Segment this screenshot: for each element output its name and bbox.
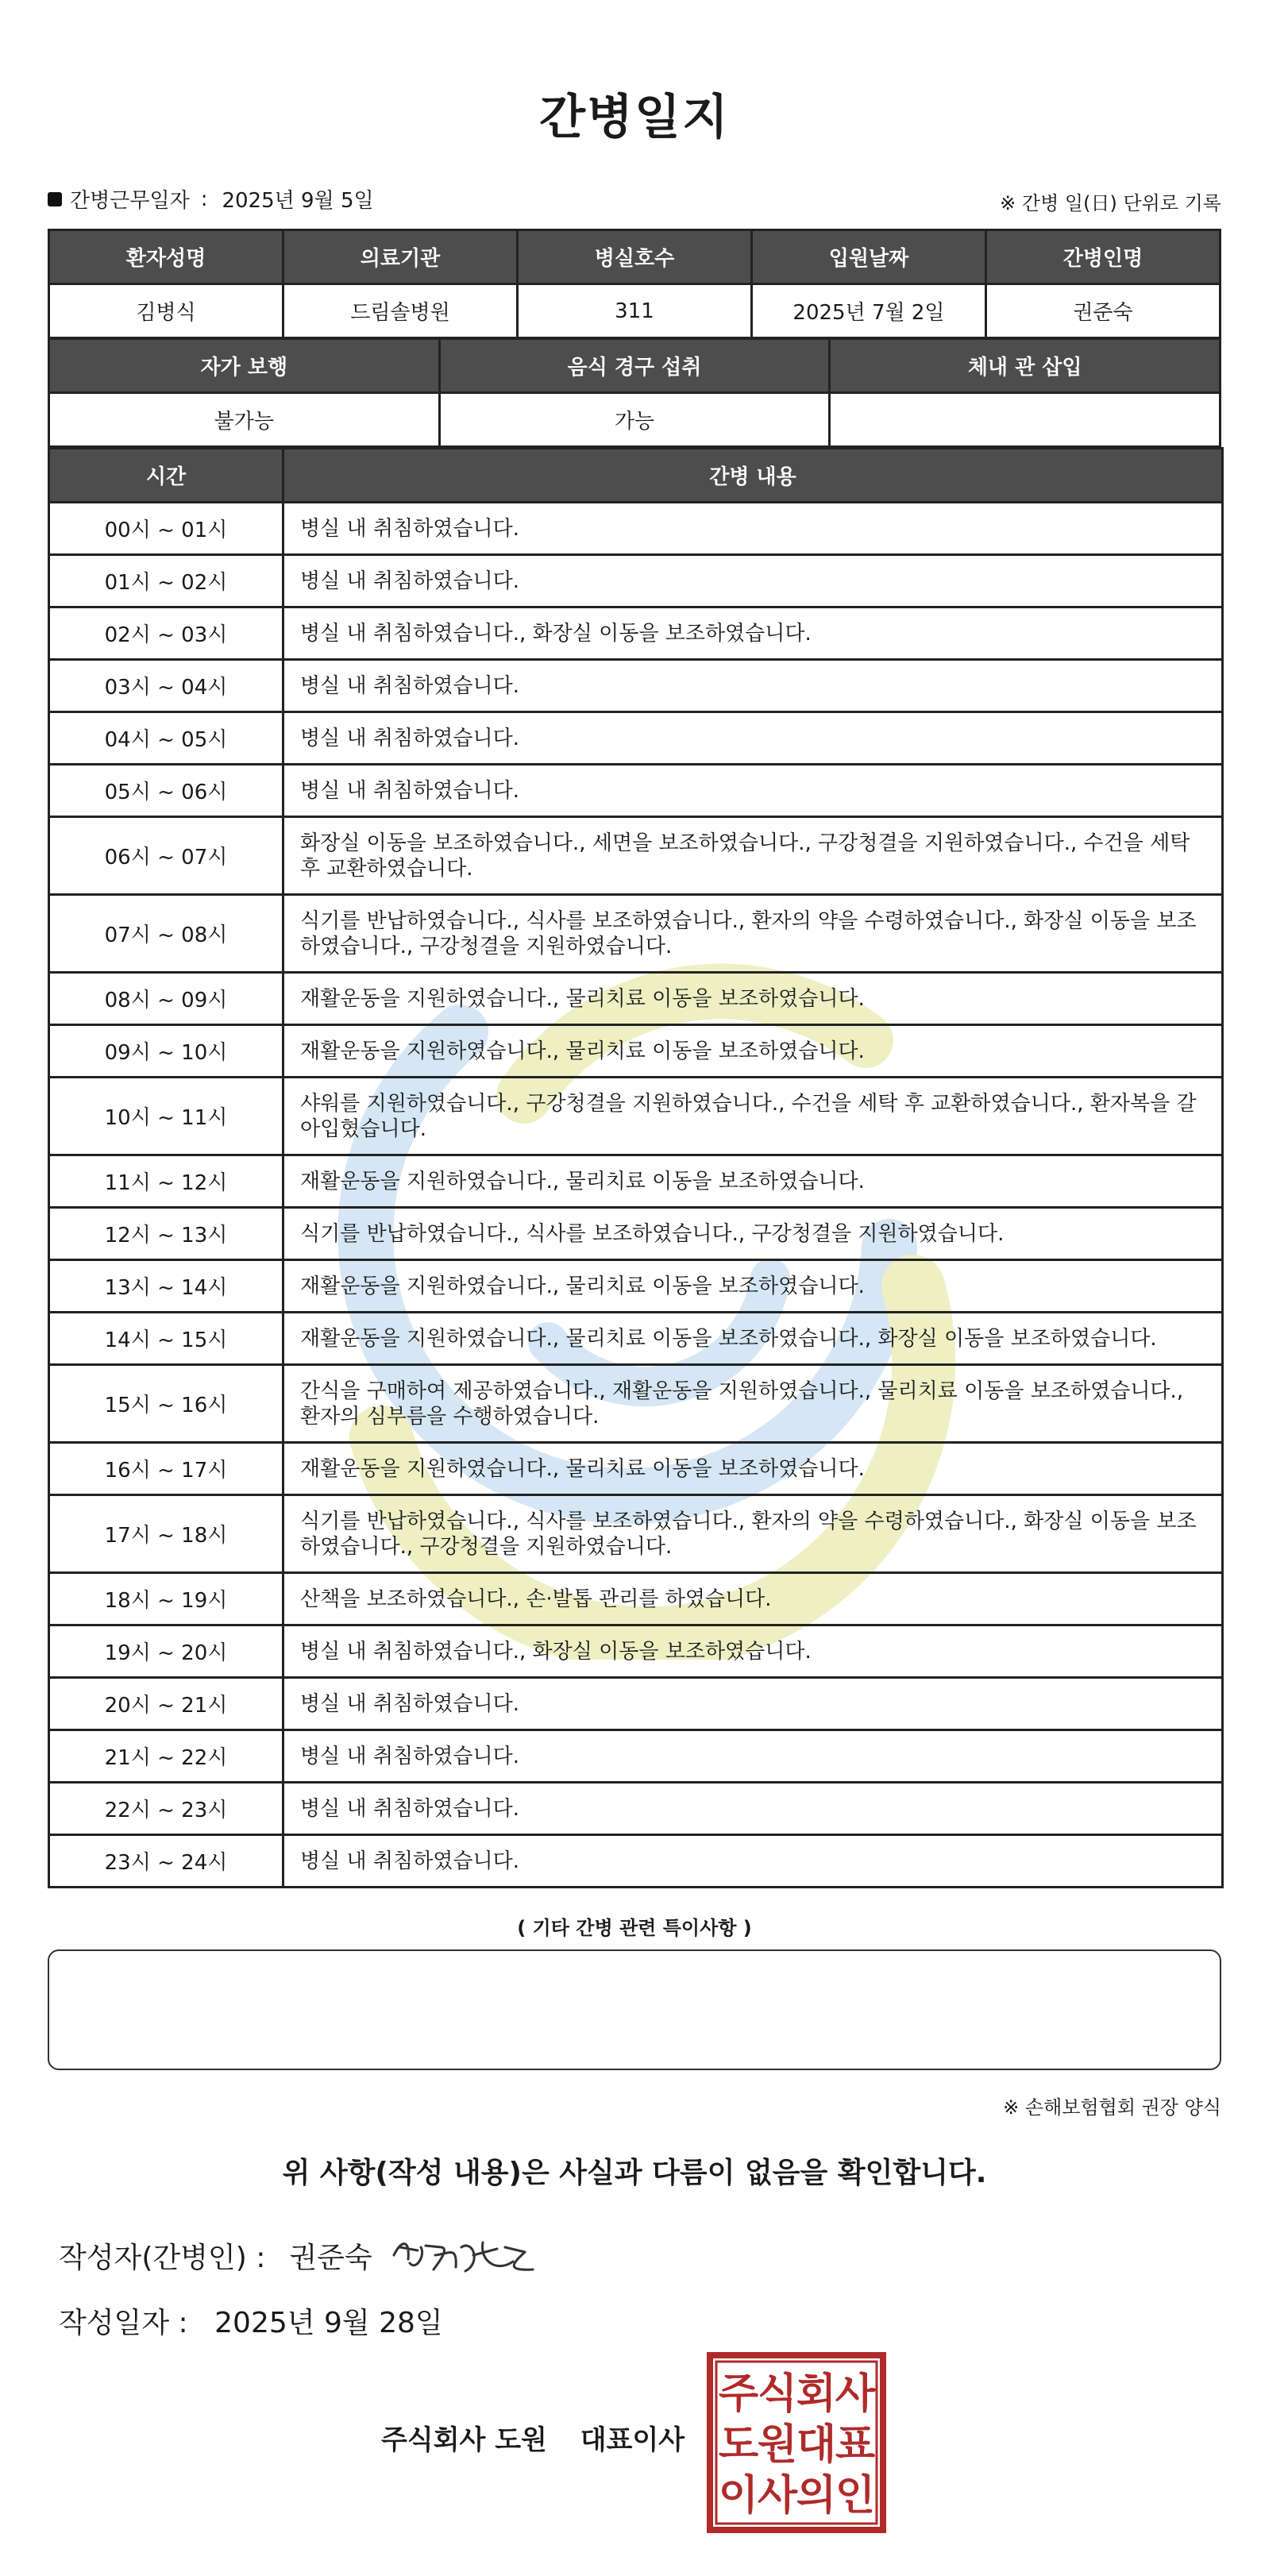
header-self-walking: 자가 보행: [49, 339, 440, 393]
table-row: [49, 1313, 1223, 1365]
seal-glyph: 표: [835, 2421, 876, 2469]
special-notes-box: [48, 1949, 1221, 2070]
confirmation-statement: 위 사항(작성 내용)은 사실과 다름이 없음을 확인합니다.: [282, 2157, 987, 2189]
room-number: 311: [518, 284, 752, 338]
special-notes-label: ( 기타 간병 관련 특이사항 ): [517, 1917, 752, 1939]
header-time: 시간: [49, 449, 283, 503]
writer-line: [59, 2235, 372, 2276]
page-title: 간병일지: [539, 90, 730, 145]
time-slot: 09시 ~ 10시: [49, 1025, 283, 1078]
seal-glyph: 도: [718, 2421, 759, 2469]
work-date-separator: :: [200, 187, 208, 211]
time-slot: 16시 ~ 17시: [49, 1443, 283, 1495]
table-row: [49, 712, 1223, 765]
work-date-label: 간병근무일자: [70, 189, 190, 213]
care-content: 병실 내 취침하였습니다.: [283, 555, 1223, 607]
table-row: [49, 895, 1223, 973]
table-row: [49, 1260, 1223, 1313]
hospital-name: 드림솔병원: [283, 284, 518, 338]
company-representative: 대표이사: [580, 2424, 685, 2456]
time-slot: 22시 ~ 23시: [49, 1783, 283, 1835]
care-content: 재활운동을 지원하였습니다., 물리치료 이동을 보조하였습니다., 화장실 이동을 보조하였습니다.: [283, 1313, 1223, 1365]
header-tube-insertion: 체내 관 삽입: [830, 339, 1221, 393]
care-content: 병실 내 취침하였습니다.: [283, 1835, 1223, 1888]
table-row: [49, 1078, 1223, 1155]
time-slot: 00시 ~ 01시: [49, 503, 283, 555]
care-content: 간식을 구매하여 제공하였습니다., 재활운동을 지원하였습니다., 물리치료 이동을 보조하였습니다., 환자의 심부름을 수행하였습니다.: [283, 1365, 1223, 1443]
time-slot: 20시 ~ 21시: [49, 1678, 283, 1730]
tube-insertion-value: [830, 393, 1221, 447]
seal-glyph: 이: [718, 2472, 759, 2520]
table-row: [49, 1783, 1223, 1835]
time-slot: 05시 ~ 06시: [49, 765, 283, 817]
written-date-line: [59, 2300, 443, 2341]
time-slot: 23시 ~ 24시: [49, 1835, 283, 1888]
time-slot: 12시 ~ 13시: [49, 1208, 283, 1260]
table-row: [49, 1835, 1223, 1888]
table-row: [49, 555, 1223, 607]
time-slot: 08시 ~ 09시: [49, 973, 283, 1025]
written-date-value: 2025년 9월 28일: [214, 2307, 443, 2339]
time-slot: 10시 ~ 11시: [49, 1078, 283, 1155]
table-row: [49, 1208, 1223, 1260]
time-slot: 03시 ~ 04시: [49, 660, 283, 712]
caregiver-name: 권준숙: [986, 284, 1221, 338]
care-content: 화장실 이동을 보조하였습니다., 세면을 보조하였습니다., 구강청결을 지원하였습니다., 수건을 세탁 후 교환하였습니다.: [283, 817, 1223, 895]
care-content: 식기를 반납하였습니다., 식사를 보조하였습니다., 환자의 약을 수령하였습니다., 화장실 이동을 보조하였습니다., 구강청결을 지원하였습니다.: [283, 895, 1223, 973]
time-slot: 04시 ~ 05시: [49, 712, 283, 765]
company-name: 주식회사 도원: [381, 2424, 547, 2456]
care-content: 병실 내 취침하였습니다., 화장실 이동을 보조하였습니다.: [283, 1625, 1223, 1678]
header-room-number: 병실호수: [518, 230, 752, 284]
table-row: [49, 607, 1223, 660]
seal-glyph: 회: [796, 2370, 837, 2418]
care-content: 재활운동을 지원하였습니다., 물리치료 이동을 보조하였습니다.: [283, 973, 1223, 1025]
time-slot: 18시 ~ 19시: [49, 1573, 283, 1625]
bullet-square-icon: [48, 192, 62, 206]
seal-glyph: 사: [757, 2472, 798, 2520]
time-slot: 17시 ~ 18시: [49, 1495, 283, 1573]
handwritten-signature: [386, 2223, 545, 2287]
time-slot: 01시 ~ 02시: [49, 555, 283, 607]
writer-label: 작성자(간병인) :: [59, 2242, 266, 2274]
patient-info-table: [48, 229, 1221, 339]
time-slot: 14시 ~ 15시: [49, 1313, 283, 1365]
seal-glyph: 원: [757, 2421, 798, 2469]
table-row: [49, 1155, 1223, 1208]
care-content: 병실 내 취침하였습니다.: [283, 1730, 1223, 1783]
time-slot: 11시 ~ 12시: [49, 1155, 283, 1208]
record-unit-note: ※ 간병 일(日) 단위로 기록: [1000, 192, 1221, 214]
self-walking-value: 불가능: [49, 393, 440, 447]
company-seal-stamp: [707, 2352, 886, 2533]
written-date-label: 작성일자 :: [59, 2307, 188, 2339]
care-content: 재활운동을 지원하였습니다., 물리치료 이동을 보조하였습니다.: [283, 1443, 1223, 1495]
care-content: 병실 내 취침하였습니다.: [283, 765, 1223, 817]
table-row: [49, 1495, 1223, 1573]
header-caregiver-name: 간병인명: [986, 230, 1221, 284]
admission-date: 2025년 7월 2일: [752, 284, 986, 338]
seal-glyph: 대: [796, 2421, 837, 2469]
table-row: [49, 817, 1223, 895]
table-row: [49, 660, 1223, 712]
writer-name: 권준숙: [289, 2242, 372, 2274]
seal-glyph: 주: [718, 2370, 759, 2418]
table-row: [49, 1365, 1223, 1443]
table-row: [49, 973, 1223, 1025]
time-slot: 02시 ~ 03시: [49, 607, 283, 660]
care-content: 병실 내 취침하였습니다.: [283, 1783, 1223, 1835]
header-admission-date: 입원날짜: [752, 230, 986, 284]
care-content: 병실 내 취침하였습니다.: [283, 712, 1223, 765]
care-content: 병실 내 취침하였습니다.: [283, 1678, 1223, 1730]
patient-status-table: [48, 337, 1221, 448]
care-content: 식기를 반납하였습니다., 식사를 보조하였습니다., 환자의 약을 수령하였습니다., 화장실 이동을 보조하였습니다., 구강청결을 지원하였습니다.: [283, 1495, 1223, 1573]
header-patient-name: 환자성명: [49, 230, 283, 284]
table-row: [49, 1443, 1223, 1495]
company-line: [381, 2418, 684, 2457]
seal-glyph: 사: [835, 2370, 876, 2418]
patient-name: 김병식: [49, 284, 283, 338]
table-row: [49, 503, 1223, 555]
oral-intake-value: 가능: [439, 393, 830, 447]
care-content: 병실 내 취침하였습니다.: [283, 660, 1223, 712]
time-slot: 13시 ~ 14시: [49, 1260, 283, 1313]
work-date: [48, 184, 374, 214]
care-content: 재활운동을 지원하였습니다., 물리치료 이동을 보조하였습니다.: [283, 1260, 1223, 1313]
care-content: 병실 내 취침하였습니다., 화장실 이동을 보조하였습니다.: [283, 607, 1223, 660]
care-content: 샤워를 지원하였습니다., 구강청결을 지원하였습니다., 수건을 세탁 후 교환하였습니다., 환자복을 갈아입혔습니다.: [283, 1078, 1223, 1155]
care-content: 병실 내 취침하였습니다.: [283, 503, 1223, 555]
seal-glyph: 의: [796, 2472, 837, 2520]
care-content: 산책을 보조하였습니다., 손·발톱 관리를 하였습니다.: [283, 1573, 1223, 1625]
table-row: [49, 1025, 1223, 1078]
time-slot: 21시 ~ 22시: [49, 1730, 283, 1783]
seal-glyph: 인: [835, 2472, 876, 2520]
seal-glyph: 식: [757, 2370, 798, 2418]
care-log-table: [48, 447, 1224, 1888]
work-date-value: 2025년 9월 5일: [222, 189, 374, 213]
header-care-content: 간병 내용: [283, 449, 1223, 503]
time-slot: 15시 ~ 16시: [49, 1365, 283, 1443]
header-oral-intake: 음식 경구 섭취: [439, 339, 830, 393]
care-content: 재활운동을 지원하였습니다., 물리치료 이동을 보조하였습니다.: [283, 1025, 1223, 1078]
header-hospital: 의료기관: [283, 230, 518, 284]
association-form-note: ※ 손해보험협회 권장 양식: [1003, 2096, 1221, 2119]
table-row: [49, 1730, 1223, 1783]
care-content: 재활운동을 지원하였습니다., 물리치료 이동을 보조하였습니다.: [283, 1155, 1223, 1208]
table-row: [49, 765, 1223, 817]
time-slot: 19시 ~ 20시: [49, 1625, 283, 1678]
time-slot: 07시 ~ 08시: [49, 895, 283, 973]
table-row: [49, 1625, 1223, 1678]
care-content: 식기를 반납하였습니다., 식사를 보조하였습니다., 구강청결을 지원하였습니다.: [283, 1208, 1223, 1260]
table-row: [49, 1678, 1223, 1730]
time-slot: 06시 ~ 07시: [49, 817, 283, 895]
table-row: [49, 1573, 1223, 1625]
